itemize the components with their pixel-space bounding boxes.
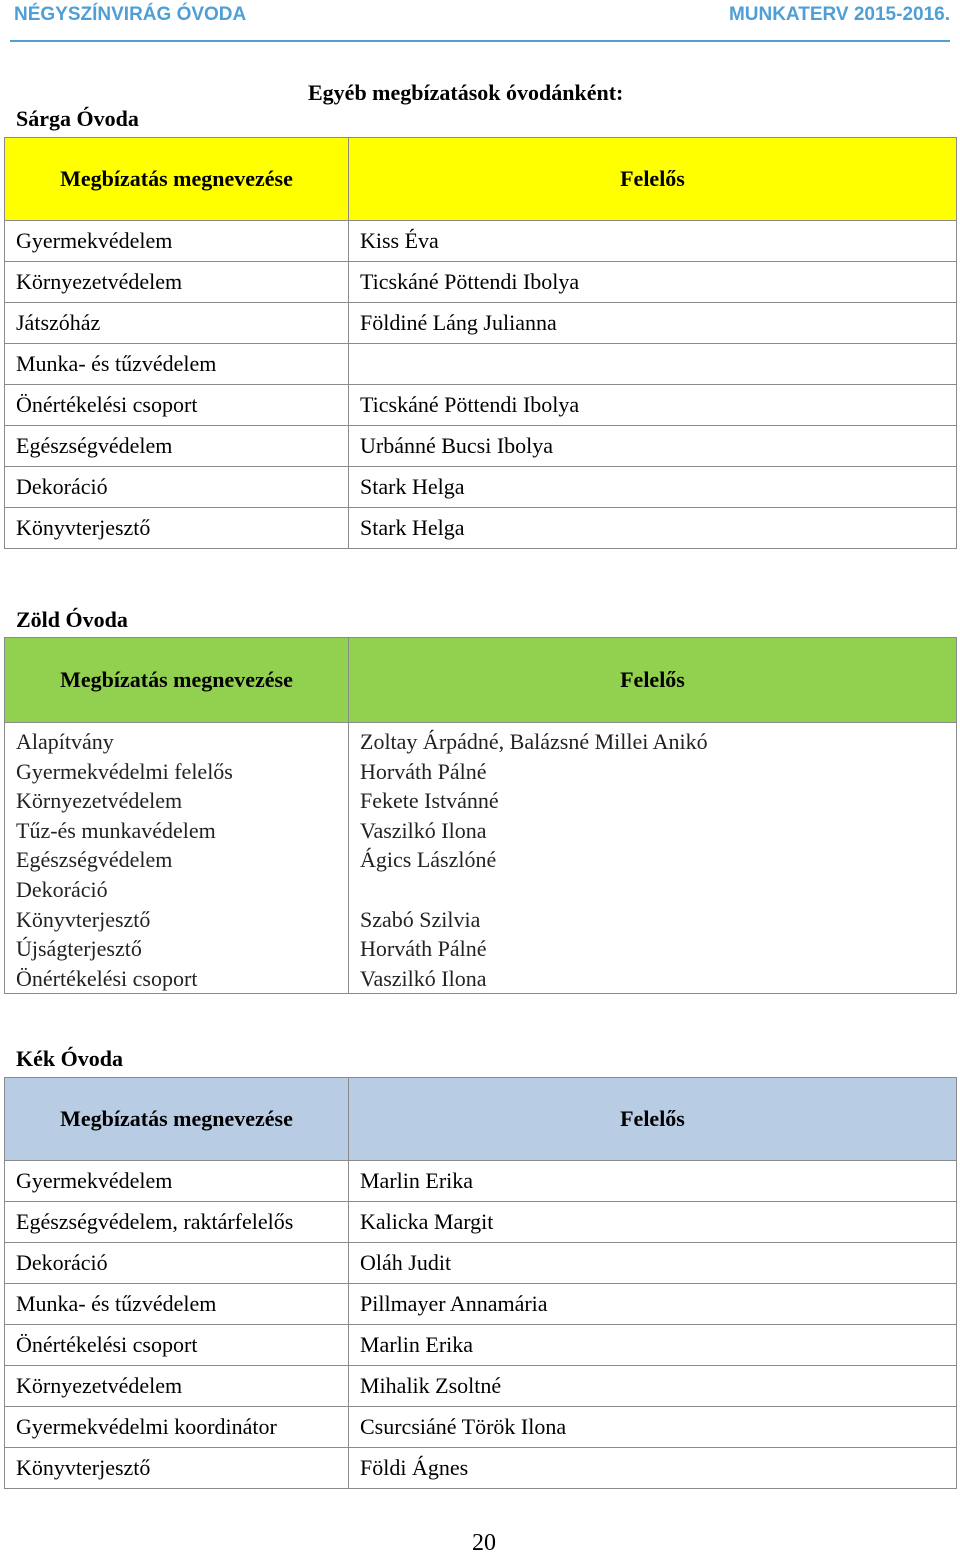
table-header-row: [5, 138, 957, 221]
responsible-cell: Csurcsiáné Török Ilona: [349, 1407, 957, 1448]
table-header-row: [5, 638, 957, 723]
table-row: [5, 1448, 957, 1489]
task-cell: Dekoráció: [5, 467, 349, 508]
responsible-cell: Vaszilkó Ilona: [360, 817, 487, 843]
responsible-cell: [349, 344, 957, 385]
task-cell: Alapítvány: [16, 729, 114, 754]
responsible-cell: Marlin Erika: [349, 1325, 957, 1366]
task-cell: Önértékelési csoport: [16, 965, 198, 991]
header-school-name: NÉGYSZÍNVIRÁG ÓVODA: [14, 4, 247, 25]
task-cell: Dekoráció: [16, 876, 108, 902]
table-kek: [4, 1077, 957, 1489]
page-number: 20: [472, 1530, 496, 1556]
task-cell: Könyvterjesztő: [5, 508, 349, 549]
task-cell: Önértékelési csoport: [5, 1325, 349, 1366]
responsible-cell: Vaszilkó Ilona: [360, 965, 487, 991]
table-row: [5, 426, 957, 467]
responsible-cell: Zoltay Árpádné, Balázsné Millei Anikó: [360, 729, 708, 754]
section-subtitle: Egyéb megbízatások óvodánként:: [308, 80, 624, 105]
task-cell: Gyermekvédelmi koordinátor: [5, 1407, 349, 1448]
responsible-cell: Kalicka Margit: [349, 1202, 957, 1243]
task-cell: Egészségvédelem: [5, 426, 349, 467]
responsible-cell: Horváth Pálné: [360, 758, 487, 784]
task-cell: Munka- és tűzvédelem: [5, 344, 349, 385]
responsible-cell: Ágics Lászlóné: [360, 847, 497, 873]
column-header-task: Megbízatás megnevezése: [5, 1078, 349, 1161]
responsible-cell: Fekete Istvánné: [360, 788, 499, 814]
responsible-cell: Szabó Szilvia: [360, 906, 481, 932]
column-header-task: Megbízatás megnevezése: [5, 638, 349, 723]
responsible-cell: Oláh Judit: [349, 1243, 957, 1284]
table-row: [5, 723, 957, 994]
responsible-cell: Stark Helga: [349, 467, 957, 508]
table-row: [5, 262, 957, 303]
responsible-cell: Stark Helga: [349, 508, 957, 549]
responsible-cell: Ticskáné Pöttendi Ibolya: [349, 385, 957, 426]
responsible-cell: Horváth Pálné: [360, 936, 487, 962]
task-cell: Könyvterjesztő: [16, 906, 151, 932]
responsible-cell: [360, 875, 956, 905]
responsible-cell: Pillmayer Annamária: [349, 1284, 957, 1325]
task-cell: Könyvterjesztő: [5, 1448, 349, 1489]
responsible-cell: Marlin Erika: [349, 1161, 957, 1202]
section-title-kek: Kék Óvoda: [16, 1046, 123, 1071]
responsible-cell: Ticskáné Pöttendi Ibolya: [349, 262, 957, 303]
task-cell: Környezetvédelem: [5, 262, 349, 303]
table-row: [5, 1366, 957, 1407]
table-sarga: [4, 137, 957, 549]
table-row: [5, 1407, 957, 1448]
task-cell: Játszóház: [5, 303, 349, 344]
task-cell: Önértékelési csoport: [5, 385, 349, 426]
column-header-responsible: Felelős: [349, 1078, 957, 1161]
task-cell: Környezetvédelem: [16, 788, 183, 814]
table-row: [5, 508, 957, 549]
responsible-cell: Kiss Éva: [349, 221, 957, 262]
table-row: [5, 467, 957, 508]
table-row: [5, 1161, 957, 1202]
column-header-task: Megbízatás megnevezése: [5, 138, 349, 221]
task-cell: Munka- és tűzvédelem: [5, 1284, 349, 1325]
running-header: [14, 4, 950, 36]
task-cell: Gyermekvédelem: [5, 221, 349, 262]
column-header-responsible: Felelős: [349, 138, 957, 221]
task-list-cell: [5, 723, 349, 994]
table-row: [5, 344, 957, 385]
table-zold: [4, 637, 957, 994]
table-row: [5, 221, 957, 262]
responsible-cell: Urbánné Bucsi Ibolya: [349, 426, 957, 467]
table-row: [5, 1284, 957, 1325]
responsible-cell: Mihalik Zsoltné: [349, 1366, 957, 1407]
responsible-list-cell: [349, 723, 957, 994]
task-cell: Gyermekvédelmi felelős: [16, 758, 233, 784]
header-plan-title: MUNKATERV 2015-2016.: [728, 4, 950, 25]
task-cell: Gyermekvédelem: [5, 1161, 349, 1202]
table-row: [5, 303, 957, 344]
task-cell: Környezetvédelem: [5, 1366, 349, 1407]
responsible-cell: Földi Ágnes: [349, 1448, 957, 1489]
column-header-responsible: Felelős: [349, 638, 957, 723]
task-cell: Egészségvédelem, raktárfelelős: [5, 1202, 349, 1243]
table-header-row: [5, 1078, 957, 1161]
table-row: [5, 1325, 957, 1366]
table-row: [5, 1243, 957, 1284]
responsible-cell: Földiné Láng Julianna: [349, 303, 957, 344]
task-cell: Dekoráció: [5, 1243, 349, 1284]
header-divider: [10, 40, 950, 42]
table-row: [5, 1202, 957, 1243]
task-cell: Tűz-és munkavédelem: [16, 817, 216, 843]
section-title-sarga: Sárga Óvoda: [16, 106, 139, 131]
task-cell: Újságterjesztő: [16, 936, 142, 962]
section-title-zold: Zöld Óvoda: [16, 607, 128, 632]
task-cell: Egészségvédelem: [16, 847, 173, 873]
table-row: [5, 385, 957, 426]
